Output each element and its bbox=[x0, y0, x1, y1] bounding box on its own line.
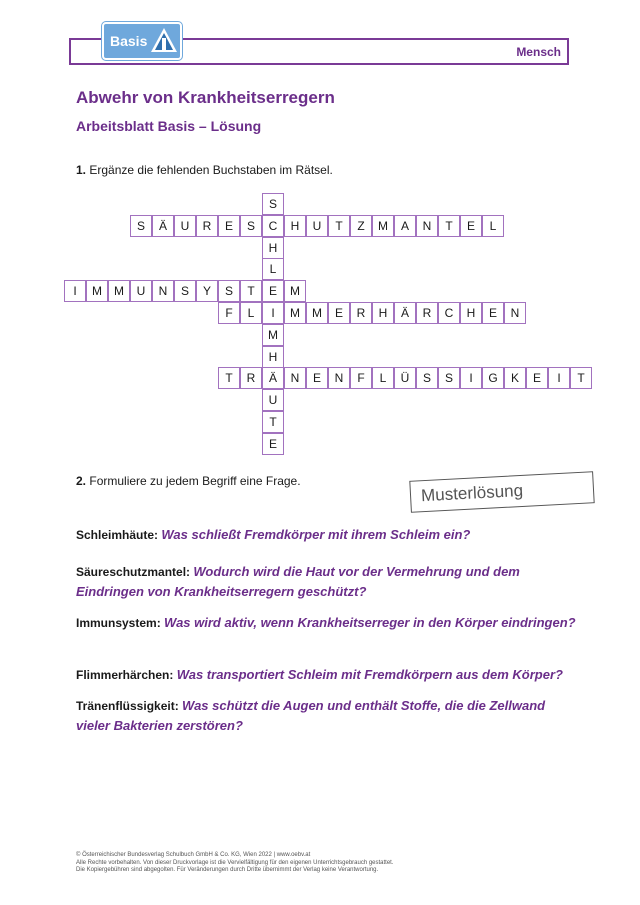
answer-3 bbox=[76, 613, 576, 633]
crossword-cell: T bbox=[240, 280, 262, 302]
crossword-cell: M bbox=[372, 215, 394, 237]
crossword-cell: S bbox=[262, 193, 284, 215]
crossword-cell: S bbox=[130, 215, 152, 237]
crossword-cell: I bbox=[64, 280, 86, 302]
crossword-cell: U bbox=[262, 389, 284, 411]
crossword-cell: F bbox=[350, 367, 372, 389]
crossword-cell: M bbox=[108, 280, 130, 302]
crossword-cell: U bbox=[174, 215, 196, 237]
crossword-cell: Y bbox=[196, 280, 218, 302]
page-subtitle: Arbeitsblatt Basis – Lösung bbox=[76, 118, 262, 134]
answer-term: Flimmerhärchen: bbox=[76, 668, 174, 682]
crossword-cell: A bbox=[394, 215, 416, 237]
crossword-cell: K bbox=[504, 367, 526, 389]
answer-term: Immunsystem: bbox=[76, 616, 161, 630]
crossword-cell: E bbox=[482, 302, 504, 324]
task-1-text: Ergänze die fehlenden Buchstaben im Rätsel. bbox=[89, 163, 333, 177]
crossword-cell: N bbox=[152, 280, 174, 302]
crossword-cell: Z bbox=[350, 215, 372, 237]
footer-line: © Österreichischer Bundesverlag Schulbuch GmbH & Co. KG, Wien 2022 | www.oebv.at bbox=[76, 852, 311, 858]
crossword-cell: S bbox=[438, 367, 460, 389]
crossword-cell: S bbox=[240, 215, 262, 237]
crossword-cell: R bbox=[196, 215, 218, 237]
musterloesung-stamp: Musterlösung bbox=[409, 471, 594, 513]
crossword-cell: N bbox=[328, 367, 350, 389]
crossword-cell: L bbox=[240, 302, 262, 324]
crossword-cell: E bbox=[526, 367, 548, 389]
task-2-number: 2. bbox=[76, 474, 87, 488]
crossword-cell: S bbox=[174, 280, 196, 302]
crossword-cell: G bbox=[482, 367, 504, 389]
crossword-cell: U bbox=[306, 215, 328, 237]
crossword-cell: R bbox=[416, 302, 438, 324]
crossword-cell: E bbox=[460, 215, 482, 237]
crossword-cell: R bbox=[350, 302, 372, 324]
crossword-cell: H bbox=[284, 215, 306, 237]
crossword-cell: E bbox=[328, 302, 350, 324]
answer-term: Schleimhäute: bbox=[76, 528, 159, 542]
answer-text: Was wird aktiv, wenn Krankheitserreger in den Körper eindringen? bbox=[164, 615, 576, 630]
crossword-cell: N bbox=[284, 367, 306, 389]
crossword-cell: M bbox=[306, 302, 328, 324]
answer-term: Säureschutzmantel: bbox=[76, 565, 191, 579]
footer-line: Die Kopiergebühren sind abgegolten. Für Veränderungen durch Dritte übernimmt der Verlag keine Verantwortung. bbox=[76, 867, 379, 873]
crossword-cell: L bbox=[372, 367, 394, 389]
crossword-cell: Ü bbox=[394, 367, 416, 389]
crossword-cell: E bbox=[262, 280, 284, 302]
subject-label: Mensch bbox=[516, 45, 561, 59]
crossword-cell: C bbox=[262, 215, 284, 237]
crossword-cell: T bbox=[328, 215, 350, 237]
task-1-number: 1. bbox=[76, 163, 87, 177]
crossword-cell: T bbox=[570, 367, 592, 389]
crossword-cell: I bbox=[548, 367, 570, 389]
crossword-cell: N bbox=[416, 215, 438, 237]
answer-text: Was schließt Fremdkörper mit ihrem Schleim ein? bbox=[161, 527, 471, 542]
crossword-cell: I bbox=[460, 367, 482, 389]
task-1 bbox=[76, 163, 333, 177]
task-2 bbox=[76, 474, 301, 488]
crossword-cell: I bbox=[262, 302, 284, 324]
crossword-cell: E bbox=[218, 215, 240, 237]
triangle-icon bbox=[150, 26, 178, 54]
answer-4 bbox=[76, 665, 576, 685]
crossword-cell: Ä bbox=[262, 367, 284, 389]
task-2-text: Formuliere zu jedem Begriff eine Frage. bbox=[89, 474, 301, 488]
crossword-cell: L bbox=[262, 258, 284, 280]
crossword-cell: Ä bbox=[394, 302, 416, 324]
crossword-cell: S bbox=[218, 280, 240, 302]
answer-1 bbox=[76, 525, 576, 545]
crossword-cell: M bbox=[284, 302, 306, 324]
crossword-cell: L bbox=[482, 215, 504, 237]
crossword-cell: H bbox=[372, 302, 394, 324]
crossword-cell: U bbox=[130, 280, 152, 302]
crossword-cell: S bbox=[416, 367, 438, 389]
crossword-cell: M bbox=[284, 280, 306, 302]
crossword-cell: E bbox=[262, 433, 284, 455]
crossword-cell: Ä bbox=[152, 215, 174, 237]
page-title: Abwehr von Krankheitserregern bbox=[76, 88, 335, 107]
footer bbox=[76, 852, 576, 875]
crossword-cell: T bbox=[438, 215, 460, 237]
crossword-cell: R bbox=[240, 367, 262, 389]
answer-2 bbox=[76, 562, 576, 602]
crossword-cell: H bbox=[460, 302, 482, 324]
crossword-cell: M bbox=[86, 280, 108, 302]
crossword-cell: M bbox=[262, 324, 284, 346]
answer-term: Tränenflüssigkeit: bbox=[76, 699, 179, 713]
answer-text: Was transportiert Schleim mit Fremdkörpern aus dem Körper? bbox=[176, 667, 563, 682]
crossword-cell: F bbox=[218, 302, 240, 324]
answer-5 bbox=[76, 696, 576, 736]
crossword-cell: C bbox=[438, 302, 460, 324]
crossword-cell: N bbox=[504, 302, 526, 324]
answer-text: Was schützt die Augen und enthält Stoffe, die die Zellwand vieler Bakterien zerstören? bbox=[76, 698, 546, 733]
crossword-cell: E bbox=[306, 367, 328, 389]
answer-text: Wodurch wird die Haut vor der Vermehrung und dem Eindringen von Krankheitserregern geschützt? bbox=[76, 564, 520, 599]
basis-logo bbox=[102, 22, 182, 60]
crossword-cell: H bbox=[262, 237, 284, 259]
crossword-cell: T bbox=[218, 367, 240, 389]
logo-text: Basis bbox=[110, 33, 148, 49]
footer-line: Alle Rechte vorbehalten. Von dieser Druckvorlage ist die Vervielfältigung für den eigenen Unterrichtsgebrauch gestattet. bbox=[76, 859, 394, 866]
crossword-cell: H bbox=[262, 346, 284, 368]
crossword-cell: T bbox=[262, 411, 284, 433]
